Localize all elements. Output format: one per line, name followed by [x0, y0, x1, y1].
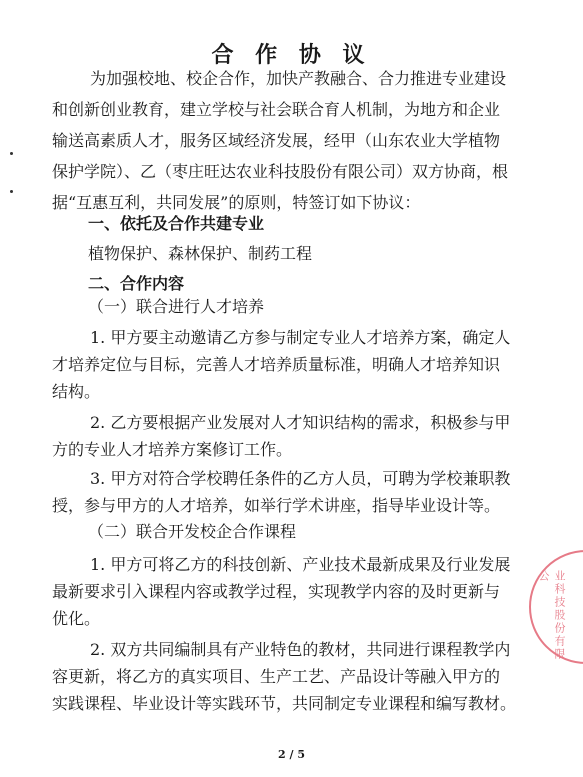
paragraph-line: 2. 双方共同编制具有产业特色的教材，共同进行课程教学内	[90, 640, 511, 659]
margin-mark	[10, 190, 13, 193]
margin-mark	[10, 152, 13, 155]
paragraph-line: 2. 乙方要根据产业发展对人才知识结构的需求，积极参与甲	[90, 413, 511, 432]
paragraph-line: 实践课程、毕业设计等实践环节，共同制定专业课程和编写教材。	[52, 694, 517, 713]
paragraph-line: 和创新创业教育，建立学校与社会联合育人机制，为地方和企业	[52, 100, 501, 119]
paragraph-line: 1. 甲方可将乙方的科技创新、产业技术最新成果及行业发展	[90, 555, 511, 574]
paragraph-line: 据“互惠互利，共同发展”的原则，特签订如下协议：	[52, 193, 421, 212]
company-seal	[529, 550, 583, 664]
section-heading: 二、合作内容	[88, 274, 185, 293]
seal-text: 业科技股份有限公	[537, 570, 566, 661]
paragraph-line: 输送高素质人才，服务区域经济发展，经甲（山东农业大学植物	[52, 131, 501, 150]
subsection-heading: （一）联合进行人才培养	[88, 297, 265, 316]
paragraph-line: 最新要求引入课程内容或教学过程，实现教学内容的及时更新与	[52, 582, 501, 601]
paragraph-line: 优化。	[52, 609, 101, 628]
paragraph-line: 授，参与甲方的人才培养，如举行学术讲座，指导毕业设计等。	[52, 496, 501, 515]
document-title: 合 作 协 议	[211, 43, 372, 68]
paragraph-line: 1. 甲方要主动邀请乙方参与制定专业人才培养方案，确定人	[90, 328, 511, 347]
section-heading: 一、依托及合作共建专业	[88, 214, 265, 233]
paragraph-line: 3. 甲方对符合学校聘任条件的乙方人员，可聘为学校兼职教	[90, 469, 511, 488]
paragraph-line: 植物保护、森林保护、制药工程	[88, 244, 313, 263]
paragraph-line: 结构。	[52, 382, 101, 401]
paragraph-line: 才培养定位与目标，完善人才培养质量标准，明确人才培养知识	[52, 355, 501, 374]
page-number: 2 / 5	[278, 748, 305, 761]
paragraph-line: 方的专业人才培养方案修订工作。	[52, 440, 293, 459]
paragraph-line: 为加强校地、校企合作，加快产教融合、合力推进专业建设	[90, 69, 507, 88]
subsection-heading: （二）联合开发校企合作课程	[88, 522, 297, 541]
paragraph-line: 容更新，将乙方的真实项目、生产工艺、产品设计等融入甲方的	[52, 667, 501, 686]
paragraph-line: 保护学院）、乙（枣庄旺达农业科技股份有限公司）双方协商，根	[52, 162, 509, 181]
